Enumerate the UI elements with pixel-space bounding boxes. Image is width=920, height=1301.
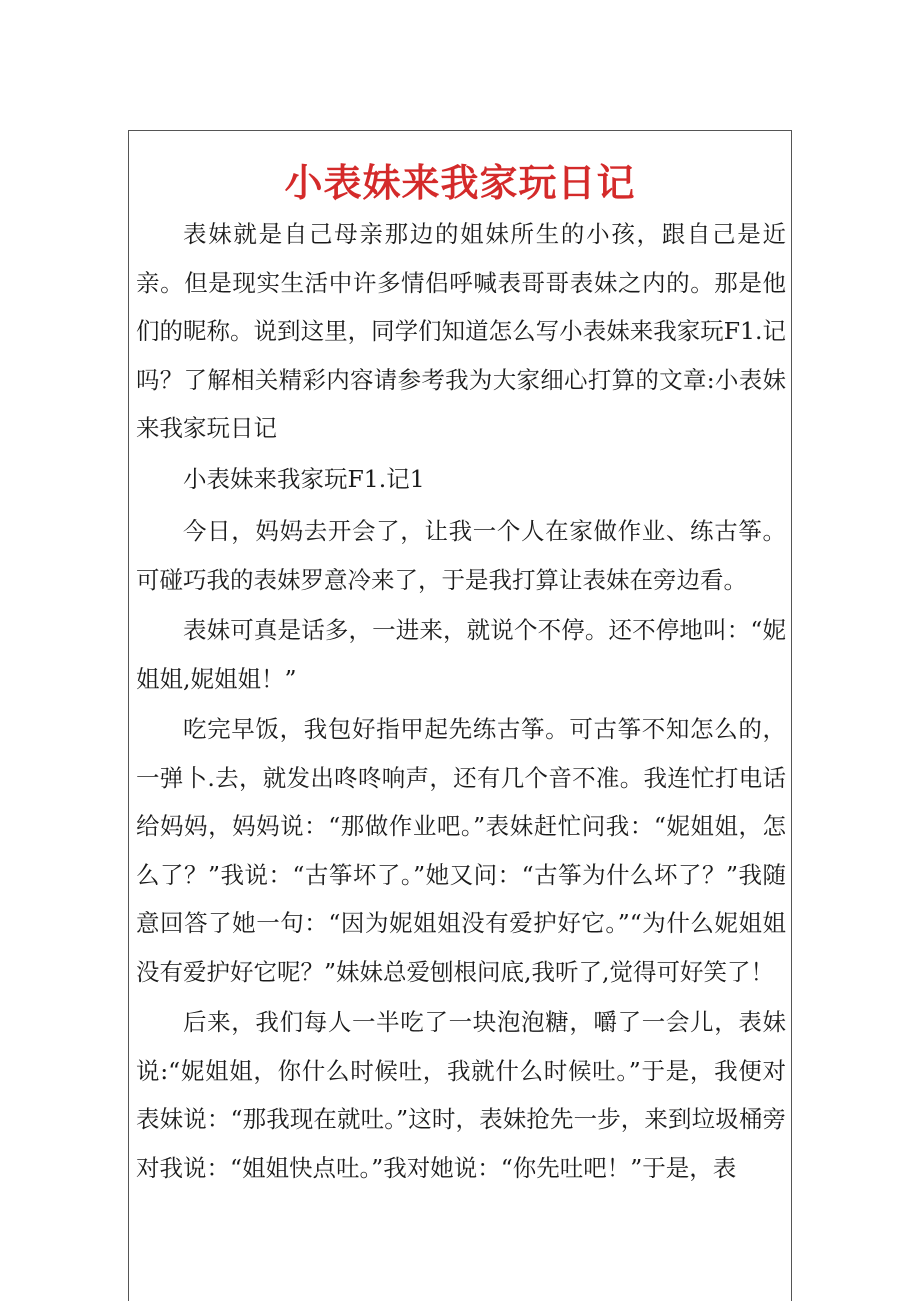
paragraph: 表妹可真是话多，一进来，就说个不停。还不停地叫：“妮姐姐,妮姐姐！” [136,616,786,693]
paragraph: 吃完早饭，我包好指甲起先练古筝。可古筝不知怎么的，一弹卜.去，就发出咚咚响声，还有几个音不准。我连忙打电话给妈妈，妈妈说：“那做作业吧。”表妹赶忙问我：“妮姐姐，怎么了？”我说：“古筝坏了。”她又问：“古筝为什么坏了？”我随意回答了她一句：“因为妮姐姐没有爱护好它。”“为什么妮姐姐没有爱护好它呢？”妹妹总爱刨根问底,我听了,觉得可好笑了！ [136,715,786,986]
paragraph: 今日，妈妈去开会了，让我一个人在家做作业、练古筝。可碰巧我的表妹罗意冷来了，于是我打算让表妹在旁边看。 [136,517,786,594]
document-body [136,210,786,1194]
document-title: 小表妹来我家玩日记 [284,160,636,206]
paragraph-intro: 表妹就是自己母亲那边的姐妹所生的小孩，跟自己是近亲。但是现实生活中许多情侣呼喊表哥哥表妹之内的。那是他们的昵称。说到这里，同学们知道怎么写小表妹来我家玩F1.记吗？了解相关精彩内容请参考我为大家细心打算的文章:小表妹来我家玩日记 [136,220,786,442]
section-heading: 小表妹来我家玩F1.记1 [183,464,425,493]
paragraph: 后来，我们每人一半吃了一块泡泡糖，嚼了一会儿，表妹说:“妮姐姐，你什么时候吐，我就什么时候吐。”于是，我便对表妹说：“那我现在就吐。”这时，表妹抢先一步，来到垃圾桶旁对我说：“姐姐快点吐。”我对她说：“你先吐吧！”于是，表 [136,1008,786,1182]
